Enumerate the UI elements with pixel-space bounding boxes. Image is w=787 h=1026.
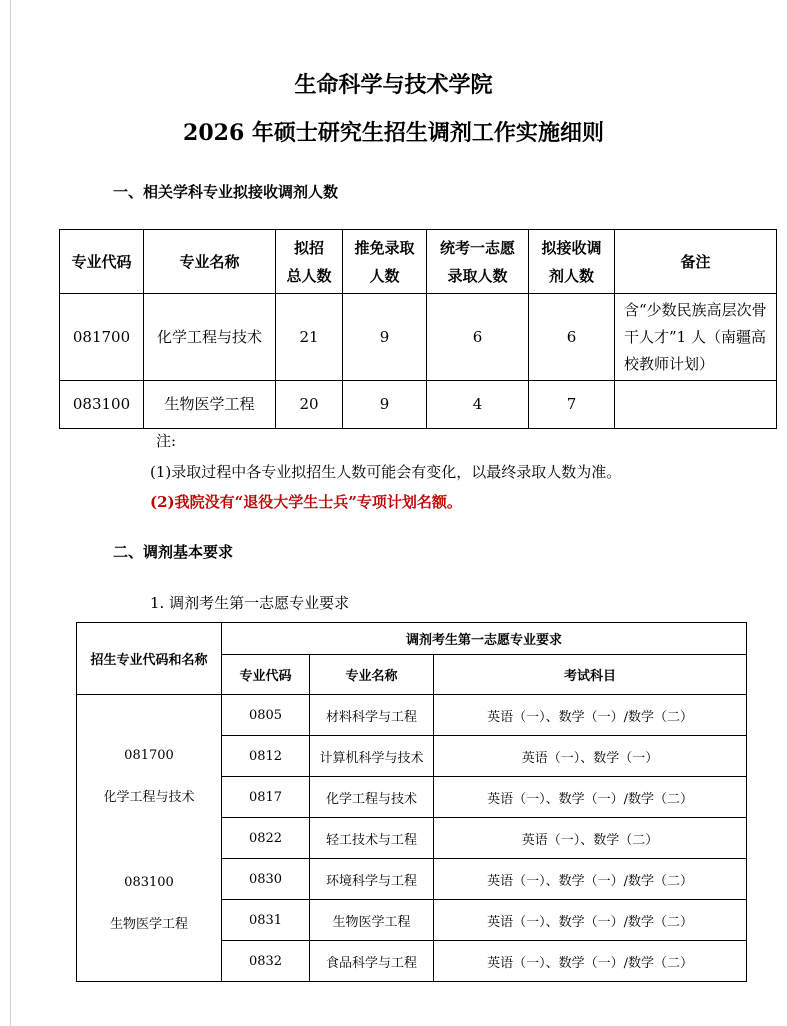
note-2: (2)我院没有“退役大学生士兵”专项计划名额。 xyxy=(150,493,462,511)
requirements-header-row xyxy=(77,623,747,655)
header-remark: 备注 xyxy=(615,230,777,294)
cell-code: 0817 xyxy=(222,777,310,818)
header-total: 拟招 总人数 xyxy=(276,230,343,294)
cell-exempt: 9 xyxy=(343,381,427,429)
cell-first-choice: 6 xyxy=(427,294,529,381)
document-title: 生命科学与技术学院 xyxy=(294,72,493,98)
cell-name: 计算机科学与技术 xyxy=(310,736,434,777)
cell-subjects: 英语（一）、数学（一）/数学（二） xyxy=(434,859,747,900)
document-subtitle: 2026 年硕士研究生招生调剂工作实施细则 xyxy=(183,120,604,146)
cell-subjects: 英语（一）、数学（二） xyxy=(434,818,747,859)
cell-name: 轻工技术与工程 xyxy=(310,818,434,859)
cell-code: 081700 xyxy=(60,294,144,381)
cell-total: 20 xyxy=(276,381,343,429)
cell-subjects: 英语（一）、数学（一）/数学（二） xyxy=(434,900,747,941)
cell-name: 环境科学与工程 xyxy=(310,859,434,900)
header-recruit: 招生专业代码和名称 xyxy=(77,623,222,695)
cell-code: 0832 xyxy=(222,941,310,982)
cell-remark xyxy=(615,381,777,429)
note-label: 注: xyxy=(156,432,177,450)
cell-subjects: 英语（一）、数学（一）/数学（二） xyxy=(434,941,747,982)
cell-total: 21 xyxy=(276,294,343,381)
cell-exempt: 9 xyxy=(343,294,427,381)
quota-table xyxy=(59,229,777,429)
header-adjust: 拟接收调 剂人数 xyxy=(529,230,615,294)
header-subjects: 考试科目 xyxy=(434,655,747,695)
recruit-majors-cell xyxy=(77,695,222,982)
header-first-choice: 统考一志愿 录取人数 xyxy=(427,230,529,294)
table-row xyxy=(60,294,777,381)
subsection-heading: 1. 调剂考生第一志愿专业要求 xyxy=(150,594,350,612)
cell-subjects: 英语（一）、数学（一）/数学（二） xyxy=(434,695,747,736)
recruit-code: 083100 xyxy=(124,875,174,890)
cell-subjects: 英语（一）、数学（一） xyxy=(434,736,747,777)
cell-adjust: 7 xyxy=(529,381,615,429)
requirements-table xyxy=(76,622,747,982)
header-group: 调剂考生第一志愿专业要求 xyxy=(222,623,747,655)
cell-code: 0822 xyxy=(222,818,310,859)
cell-name: 材料科学与工程 xyxy=(310,695,434,736)
cell-subjects: 英语（一）、数学（一）/数学（二） xyxy=(434,777,747,818)
header-code: 专业代码 xyxy=(222,655,310,695)
cell-first-choice: 4 xyxy=(427,381,529,429)
header-code: 专业代码 xyxy=(60,230,144,294)
recruit-name: 化学工程与技术 xyxy=(103,790,195,805)
recruit-name: 生物医学工程 xyxy=(109,917,188,932)
cell-adjust: 6 xyxy=(529,294,615,381)
header-name: 专业名称 xyxy=(310,655,434,695)
header-exempt: 推免录取 人数 xyxy=(343,230,427,294)
cell-name: 化学工程与技术 xyxy=(310,777,434,818)
page-edge-line xyxy=(10,0,11,1026)
cell-name: 食品科学与工程 xyxy=(310,941,434,982)
cell-code: 0831 xyxy=(222,900,310,941)
cell-remark: 含“少数民族高层次骨干人才”1 人（南疆高校教师计划） xyxy=(615,294,777,381)
section2-heading: 二、调剂基本要求 xyxy=(113,543,234,561)
cell-name: 化学工程与技术 xyxy=(144,294,276,381)
note-1: (1)录取过程中各专业拟招生人数可能会有变化，以最终录取人数为准。 xyxy=(150,463,622,481)
quota-table-header xyxy=(60,230,777,294)
recruit-code: 081700 xyxy=(124,748,174,763)
cell-name: 生物医学工程 xyxy=(144,381,276,429)
cell-code: 0830 xyxy=(222,859,310,900)
header-name: 专业名称 xyxy=(144,230,276,294)
table-row xyxy=(60,381,777,429)
section1-heading: 一、相关学科专业拟接收调剂人数 xyxy=(113,183,339,201)
table-row xyxy=(77,695,747,736)
cell-code: 0805 xyxy=(222,695,310,736)
cell-name: 生物医学工程 xyxy=(310,900,434,941)
cell-code: 0812 xyxy=(222,736,310,777)
cell-code: 083100 xyxy=(60,381,144,429)
